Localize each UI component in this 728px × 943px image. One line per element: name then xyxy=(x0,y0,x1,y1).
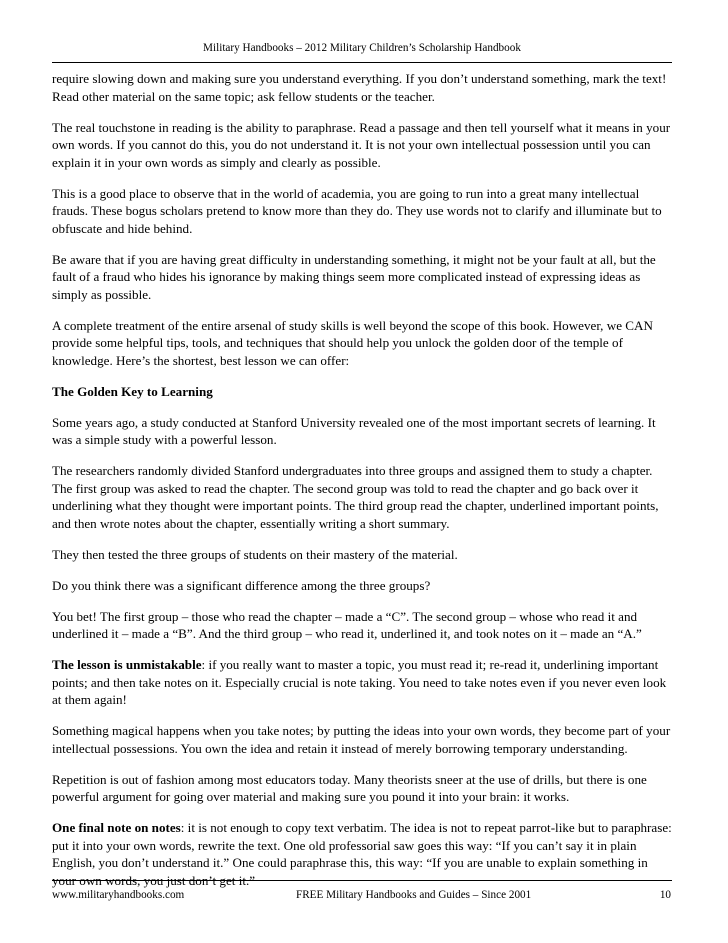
paragraph-12: Something magical happens when you take notes; by putting the ideas into your own words, they become part of your intellectual possessions. You own the idea and retain it instead of merely borrowing temporary understanding. xyxy=(52,723,671,756)
page-number: 10 xyxy=(659,889,671,901)
section-heading: The Golden Key to Learning xyxy=(52,383,213,399)
paragraph-9: Do you think there was a significant difference among the three groups? xyxy=(52,577,431,593)
paragraph-10: You bet! The first group – those who read the chapter – made a “C”. The second group – whose who read it and underlined it – made a “B”. And the third group – who read it, underlined it, and took notes on it – made an “A.” xyxy=(52,608,642,641)
footer-tagline: FREE Military Handbooks and Guides – Since 2001 xyxy=(296,889,532,901)
paragraph-8: They then tested the three groups of students on their mastery of the material. xyxy=(52,546,458,562)
paragraph-11-lead: The lesson is unmistakable xyxy=(52,657,202,672)
footer-website: www.militaryhandbooks.com xyxy=(52,889,185,901)
running-header: Military Handbooks – 2012 Military Children’s Scholarship Handbook xyxy=(203,42,521,54)
paragraph-7: The researchers randomly divided Stanford undergraduates into three groups and assigned them to study a chapter. The first group was asked to read the chapter. The second group was told to read the chapter and go back over it underlining what they thought were important points. The third group read the chapter, underlined important points, and then wrote notes about the chapter, essentially writing a short summary. xyxy=(52,463,659,531)
paragraph-13: Repetition is out of fashion among most educators today. Many theorists sneer at the use of drills, but there is one powerful argument for going over material and making sure you pound it into your brain: it works. xyxy=(52,771,647,804)
paragraph-14 xyxy=(52,819,674,889)
paragraph-4: Be aware that if you are having great difficulty in understanding something, it might not be your fault at all, but the fault of a fraud who hides his ignorance by making things seem more complicated instead of expressing ideas as simply as possible. xyxy=(52,251,656,302)
paragraph-3: This is a good place to observe that in the world of academia, you are going to run into a great many intellectual frauds. These bogus scholars pretend to know more than they do. They use words not to clarify and illuminate but to obfuscate and hide behind. xyxy=(52,185,662,236)
footer-divider xyxy=(52,880,672,881)
header-divider xyxy=(52,62,672,63)
paragraph-11-text: : if you really want to master a topic, you must read it; re-read it, underlining important points; and then take notes on it. Especially crucial is note taking. You need to take notes even if you never even look at them again! xyxy=(52,657,667,707)
paragraph-1: require slowing down and making sure you understand everything. If you don’t understand something, mark the text! Read other material on the same topic; ask fellow students or the teacher. xyxy=(52,71,667,104)
paragraph-6: Some years ago, a study conducted at Stanford University revealed one of the most important secrets of learning. It was a simple study with a powerful lesson. xyxy=(52,414,656,447)
body-text xyxy=(52,70,674,903)
paragraph-14-text: : it is not enough to copy text verbatim. The idea is not to repeat parrot-like but to paraphrase: put it into your own words, rewrite the text. One old professorial saw goes this way: “If you can’t say it in plain English, you don’t understand it.” One could paraphrase this, this way: “If you are unable to explain something in your own words, you just don’t get it.” xyxy=(52,820,672,888)
paragraph-11 xyxy=(52,656,674,709)
paragraph-2: The real touchstone in reading is the ability to paraphrase. Read a passage and then tell yourself what it means in your own words. If you cannot do this, you do not understand it. It is not your own intellectual possession until you can explain it in your own words as simply and clearly as possible. xyxy=(52,119,671,170)
paragraph-5: A complete treatment of the entire arsenal of study skills is well beyond the scope of this book. However, we CAN provide some helpful tips, tools, and techniques that should help you unlock the golden door of the temple of knowledge. Here’s the shortest, best lesson we can offer: xyxy=(52,317,653,368)
paragraph-14-lead: One final note on notes xyxy=(52,820,181,835)
